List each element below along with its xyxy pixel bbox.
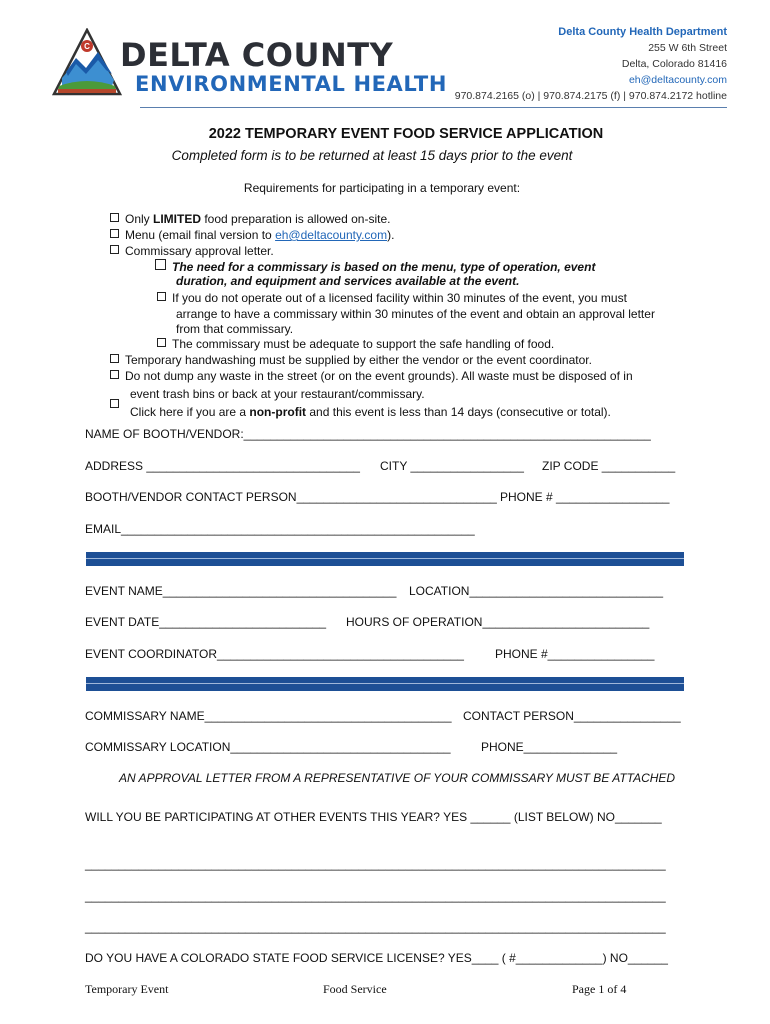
city-field[interactable]: CITY _________________ <box>380 459 524 473</box>
requirement-item: Menu (email final version to eh@deltacounty.com). <box>110 228 394 242</box>
brand-subtitle: ENVIRONMENTAL HEALTH <box>135 72 448 96</box>
event-date-field[interactable]: EVENT DATE_________________________ <box>85 615 327 629</box>
brand-title: DELTA COUNTY <box>120 36 394 74</box>
event-name-field[interactable]: EVENT NAME___________________________________ <box>85 584 397 598</box>
requirement-subitem-cont: from that commissary. <box>176 322 294 336</box>
section-divider <box>86 552 684 566</box>
department-name: Delta County Health Department <box>558 26 727 38</box>
checkbox-icon <box>157 338 166 347</box>
booth-name-field[interactable]: NAME OF BOOTH/VENDOR:_____________________________________________________________ <box>85 427 651 441</box>
form-subtitle: Completed form is to be returned at least 15 days prior to the event <box>171 148 573 163</box>
checkbox-icon <box>110 354 119 363</box>
checkbox-icon <box>110 229 119 238</box>
requirement-subitem: If you do not operate out of a licensed facility within 30 minutes of the event, you must <box>157 291 627 305</box>
location-field[interactable]: LOCATION_____________________________ <box>409 584 663 598</box>
requirement-subitem-cont: arrange to have a commissary within 30 minutes of the event and obtain an approval letter <box>176 307 655 321</box>
vendor-phone-field[interactable]: PHONE # _________________ <box>500 490 670 504</box>
section-divider <box>86 677 684 691</box>
approval-letter-note: AN APPROVAL LETTER FROM A REPRESENTATIVE OF YOUR COMMISSARY MUST BE ATTACHED <box>119 771 676 785</box>
department-phone-numbers: 970.874.2165 (o) | 970.874.2175 (f) | 970.874.2172 hotline <box>454 90 727 102</box>
footer-left: Temporary Event <box>85 982 169 996</box>
menu-email-link[interactable]: eh@deltacounty.com <box>275 228 388 242</box>
commissary-phone-field[interactable]: PHONE______________ <box>481 740 618 754</box>
checkbox-icon <box>155 259 166 270</box>
commissary-name-field[interactable]: COMMISSARY NAME_____________________________________ <box>85 709 452 723</box>
email-field[interactable]: EMAIL_____________________________________________________ <box>85 522 475 536</box>
checkbox-icon <box>110 245 119 254</box>
city-state-zip: Delta, Colorado 81416 <box>621 58 727 70</box>
svg-text:C: C <box>84 42 90 51</box>
event-coordinator-field[interactable]: EVENT COORDINATOR_____________________________________ <box>85 647 464 661</box>
department-contact-block <box>455 24 727 104</box>
requirement-subitem: The commissary must be adequate to support the safe handling of food. <box>157 337 554 351</box>
requirement-item: Only LIMITED food preparation is allowed on-site. <box>110 212 390 226</box>
requirement-item-cont: event trash bins or back at your restaurant/commissary. <box>130 387 425 401</box>
page-number: Page 1 of 4 <box>572 982 627 996</box>
contact-person-field[interactable]: BOOTH/VENDOR CONTACT PERSON______________________________ <box>85 490 497 504</box>
department-email-link[interactable]: eh@deltacounty.com <box>628 74 727 86</box>
other-events-line[interactable]: _______________________________________________________________________________________ <box>85 889 666 903</box>
checkbox-icon <box>110 370 119 379</box>
footer-center: Food Service <box>323 982 387 996</box>
delta-county-logo <box>52 28 122 98</box>
checkbox-icon <box>110 213 119 222</box>
coordinator-phone-field[interactable]: PHONE #________________ <box>495 647 655 661</box>
requirements-heading: Requirements for participating in a temporary event: <box>243 181 521 195</box>
other-events-question[interactable]: WILL YOU BE PARTICIPATING AT OTHER EVENTS THIS YEAR? YES ______ (LIST BELOW) NO_______ <box>85 810 662 824</box>
zip-field[interactable]: ZIP CODE ___________ <box>542 459 676 473</box>
requirement-subitem-cont: duration, and equipment and services available at the event. <box>176 274 520 288</box>
checkbox-icon <box>157 292 166 301</box>
state-license-question[interactable]: DO YOU HAVE A COLORADO STATE FOOD SERVICE LICENSE? YES____ ( #_____________) NO______ <box>85 951 668 965</box>
commissary-contact-field[interactable]: CONTACT PERSON________________ <box>463 709 681 723</box>
hours-field[interactable]: HOURS OF OPERATION_________________________ <box>346 615 650 629</box>
form-title: 2022 TEMPORARY EVENT FOOD SERVICE APPLICATION <box>208 126 604 142</box>
other-events-line[interactable]: _______________________________________________________________________________________ <box>85 920 666 934</box>
nonprofit-label: Click here if you are a non-profit and this event is less than 14 days (consecutive or total). <box>130 405 611 419</box>
requirement-item: Do not dump any waste in the street (or on the event grounds). All waste must be disposed of in <box>110 369 633 383</box>
requirement-subitem: The need for a commissary is based on the menu, type of operation, event <box>155 259 595 274</box>
address-field[interactable]: ADDRESS ________________________________ <box>85 459 360 473</box>
checkbox-icon[interactable] <box>110 399 119 408</box>
other-events-line[interactable]: _______________________________________________________________________________________ <box>85 857 666 871</box>
requirement-item: Commissary approval letter. <box>110 244 274 258</box>
commissary-location-field[interactable]: COMMISSARY LOCATION_________________________________ <box>85 740 451 754</box>
nonprofit-checkbox[interactable] <box>110 398 125 412</box>
requirement-item: Temporary handwashing must be supplied by either the vendor or the event coordinator. <box>110 353 592 367</box>
street-address: 255 W 6th Street <box>648 42 727 54</box>
header-divider <box>140 107 727 108</box>
